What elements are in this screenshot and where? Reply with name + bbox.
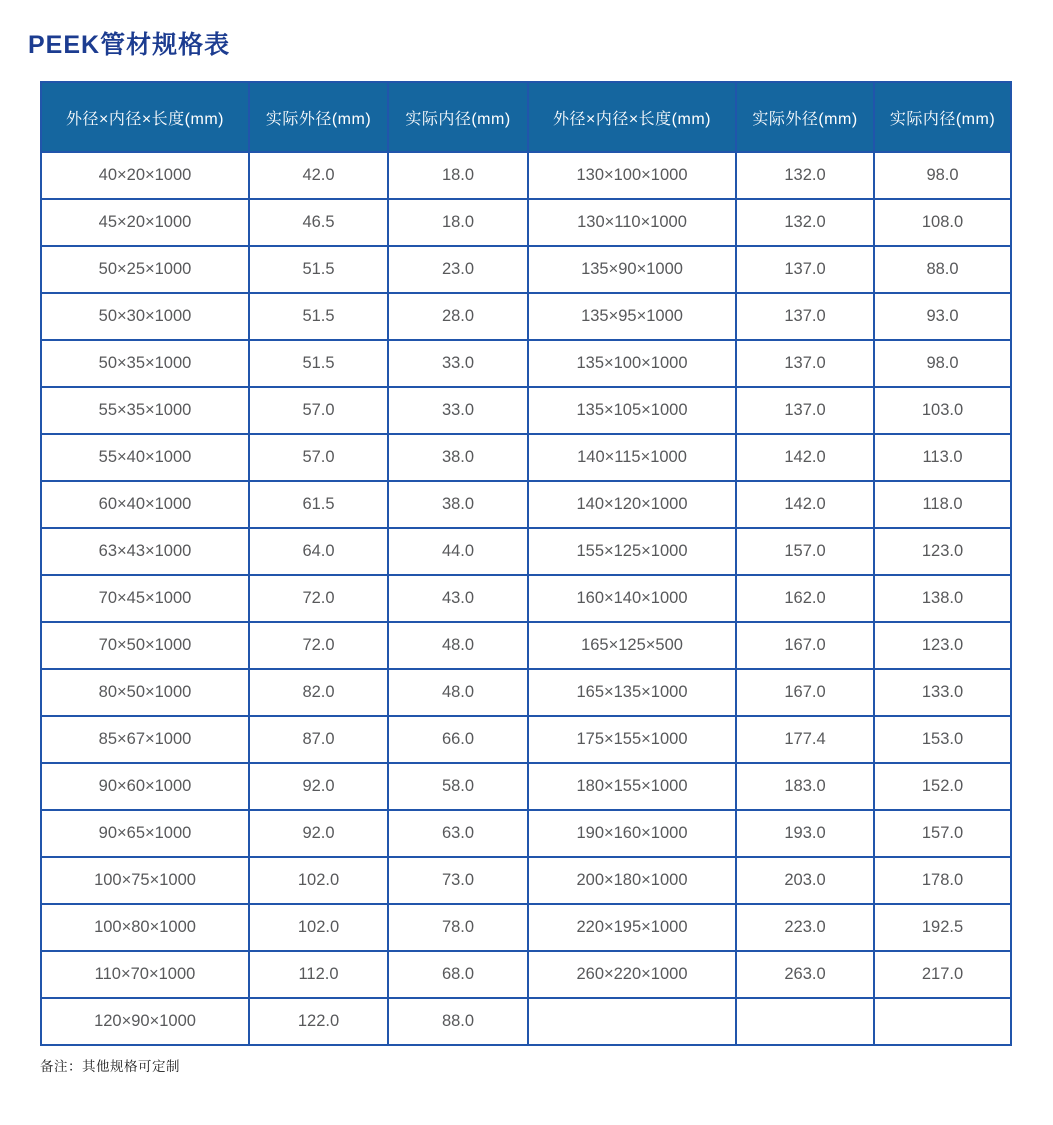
table-cell: 63×43×1000 (41, 528, 249, 575)
table-cell: 18.0 (388, 199, 528, 246)
table-cell: 135×105×1000 (528, 387, 736, 434)
table-cell: 102.0 (249, 904, 388, 951)
table-cell: 66.0 (388, 716, 528, 763)
table-row (41, 716, 1011, 763)
table-cell: 72.0 (249, 622, 388, 669)
table-cell: 130×110×1000 (528, 199, 736, 246)
table-cell: 48.0 (388, 622, 528, 669)
table-cell: 140×115×1000 (528, 434, 736, 481)
table-row (41, 293, 1011, 340)
table-cell: 98.0 (874, 152, 1011, 199)
table-cell: 98.0 (874, 340, 1011, 387)
table-cell: 68.0 (388, 951, 528, 998)
table-cell: 51.5 (249, 293, 388, 340)
table-cell: 93.0 (874, 293, 1011, 340)
table-cell: 108.0 (874, 199, 1011, 246)
table-cell: 167.0 (736, 669, 874, 716)
table-cell: 135×95×1000 (528, 293, 736, 340)
table-body (41, 152, 1011, 1045)
table-row (41, 528, 1011, 575)
table-cell: 55×35×1000 (41, 387, 249, 434)
table-cell: 50×35×1000 (41, 340, 249, 387)
table-cell: 72.0 (249, 575, 388, 622)
table-cell: 57.0 (249, 434, 388, 481)
table-cell: 23.0 (388, 246, 528, 293)
table-row (41, 763, 1011, 810)
table-cell: 58.0 (388, 763, 528, 810)
spec-table (40, 81, 1012, 1046)
table-cell: 50×30×1000 (41, 293, 249, 340)
table-cell: 28.0 (388, 293, 528, 340)
table-cell: 64.0 (249, 528, 388, 575)
table-cell: 132.0 (736, 152, 874, 199)
table-cell: 51.5 (249, 340, 388, 387)
table-cell: 87.0 (249, 716, 388, 763)
table-cell: 142.0 (736, 434, 874, 481)
table-cell: 263.0 (736, 951, 874, 998)
table-row (41, 152, 1011, 199)
table-cell: 123.0 (874, 528, 1011, 575)
table-cell: 102.0 (249, 857, 388, 904)
table-cell: 260×220×1000 (528, 951, 736, 998)
table-cell: 51.5 (249, 246, 388, 293)
table-cell: 103.0 (874, 387, 1011, 434)
table-cell: 70×50×1000 (41, 622, 249, 669)
table-cell: 120×90×1000 (41, 998, 249, 1045)
table-cell: 70×45×1000 (41, 575, 249, 622)
table-cell: 203.0 (736, 857, 874, 904)
table-row (41, 622, 1011, 669)
page (0, 30, 1053, 1075)
header-cell-actual-id-right: 实际内径(mm) (874, 82, 1011, 152)
table-cell: 44.0 (388, 528, 528, 575)
table-cell: 162.0 (736, 575, 874, 622)
table-row (41, 998, 1011, 1045)
table-cell: 167.0 (736, 622, 874, 669)
table-row (41, 904, 1011, 951)
table-cell: 200×180×1000 (528, 857, 736, 904)
table-cell: 175×155×1000 (528, 716, 736, 763)
header-cell-actual-od-left: 实际外径(mm) (249, 82, 388, 152)
table-cell: 137.0 (736, 387, 874, 434)
table-row (41, 951, 1011, 998)
table-cell: 192.5 (874, 904, 1011, 951)
table-cell: 137.0 (736, 246, 874, 293)
table-cell: 190×160×1000 (528, 810, 736, 857)
table-cell: 80×50×1000 (41, 669, 249, 716)
table-cell: 48.0 (388, 669, 528, 716)
table-cell: 157.0 (736, 528, 874, 575)
header-cell-actual-id-left: 实际内径(mm) (388, 82, 528, 152)
table-cell: 220×195×1000 (528, 904, 736, 951)
table-cell: 42.0 (249, 152, 388, 199)
table-cell: 60×40×1000 (41, 481, 249, 528)
page-title: PEEK管材规格表 (28, 31, 231, 59)
table-cell: 113.0 (874, 434, 1011, 481)
table-cell: 135×100×1000 (528, 340, 736, 387)
table-cell: 137.0 (736, 340, 874, 387)
table-cell: 153.0 (874, 716, 1011, 763)
table-row (41, 481, 1011, 528)
table-row (41, 434, 1011, 481)
table-cell (528, 998, 736, 1045)
table-header (41, 82, 1011, 152)
table-cell: 180×155×1000 (528, 763, 736, 810)
table-cell: 217.0 (874, 951, 1011, 998)
table-cell: 90×60×1000 (41, 763, 249, 810)
table-cell: 112.0 (249, 951, 388, 998)
table-cell: 138.0 (874, 575, 1011, 622)
table-cell: 140×120×1000 (528, 481, 736, 528)
table-cell: 40×20×1000 (41, 152, 249, 199)
table-cell: 90×65×1000 (41, 810, 249, 857)
table-row (41, 669, 1011, 716)
table-cell: 132.0 (736, 199, 874, 246)
table-cell: 33.0 (388, 340, 528, 387)
table-cell: 55×40×1000 (41, 434, 249, 481)
note: 备注：其他规格可定制 (40, 1059, 180, 1074)
table-cell: 100×75×1000 (41, 857, 249, 904)
table-cell: 45×20×1000 (41, 199, 249, 246)
table-cell: 137.0 (736, 293, 874, 340)
table-cell: 33.0 (388, 387, 528, 434)
table-cell: 157.0 (874, 810, 1011, 857)
table-cell: 110×70×1000 (41, 951, 249, 998)
table-row (41, 340, 1011, 387)
table-cell (874, 998, 1011, 1045)
table-cell: 88.0 (874, 246, 1011, 293)
table-cell: 118.0 (874, 481, 1011, 528)
table-cell: 38.0 (388, 481, 528, 528)
table-cell: 100×80×1000 (41, 904, 249, 951)
table-cell: 135×90×1000 (528, 246, 736, 293)
table-cell: 82.0 (249, 669, 388, 716)
table-cell: 133.0 (874, 669, 1011, 716)
header-row (41, 82, 1011, 152)
table-cell: 88.0 (388, 998, 528, 1045)
table-row (41, 246, 1011, 293)
table-row (41, 575, 1011, 622)
table-cell: 92.0 (249, 763, 388, 810)
table-cell: 73.0 (388, 857, 528, 904)
table-row (41, 810, 1011, 857)
table-cell: 63.0 (388, 810, 528, 857)
table-cell: 183.0 (736, 763, 874, 810)
table-cell: 78.0 (388, 904, 528, 951)
table-cell: 123.0 (874, 622, 1011, 669)
table-cell: 18.0 (388, 152, 528, 199)
table-cell: 38.0 (388, 434, 528, 481)
table-cell: 165×125×500 (528, 622, 736, 669)
table-cell: 130×100×1000 (528, 152, 736, 199)
table-cell (736, 998, 874, 1045)
table-cell: 165×135×1000 (528, 669, 736, 716)
table-cell: 85×67×1000 (41, 716, 249, 763)
table-row (41, 857, 1011, 904)
table-cell: 223.0 (736, 904, 874, 951)
table-cell: 61.5 (249, 481, 388, 528)
table-cell: 193.0 (736, 810, 874, 857)
table-cell: 50×25×1000 (41, 246, 249, 293)
table-cell: 92.0 (249, 810, 388, 857)
table-cell: 177.4 (736, 716, 874, 763)
table-cell: 57.0 (249, 387, 388, 434)
header-cell-spec-right: 外径×内径×长度(mm) (528, 82, 736, 152)
table-cell: 160×140×1000 (528, 575, 736, 622)
table-cell: 46.5 (249, 199, 388, 246)
table-row (41, 387, 1011, 434)
table-cell: 43.0 (388, 575, 528, 622)
header-cell-spec-left: 外径×内径×长度(mm) (41, 82, 249, 152)
header-cell-actual-od-right: 实际外径(mm) (736, 82, 874, 152)
table-cell: 122.0 (249, 998, 388, 1045)
table-cell: 142.0 (736, 481, 874, 528)
table-cell: 178.0 (874, 857, 1011, 904)
table-row (41, 199, 1011, 246)
table-cell: 152.0 (874, 763, 1011, 810)
table-cell: 155×125×1000 (528, 528, 736, 575)
